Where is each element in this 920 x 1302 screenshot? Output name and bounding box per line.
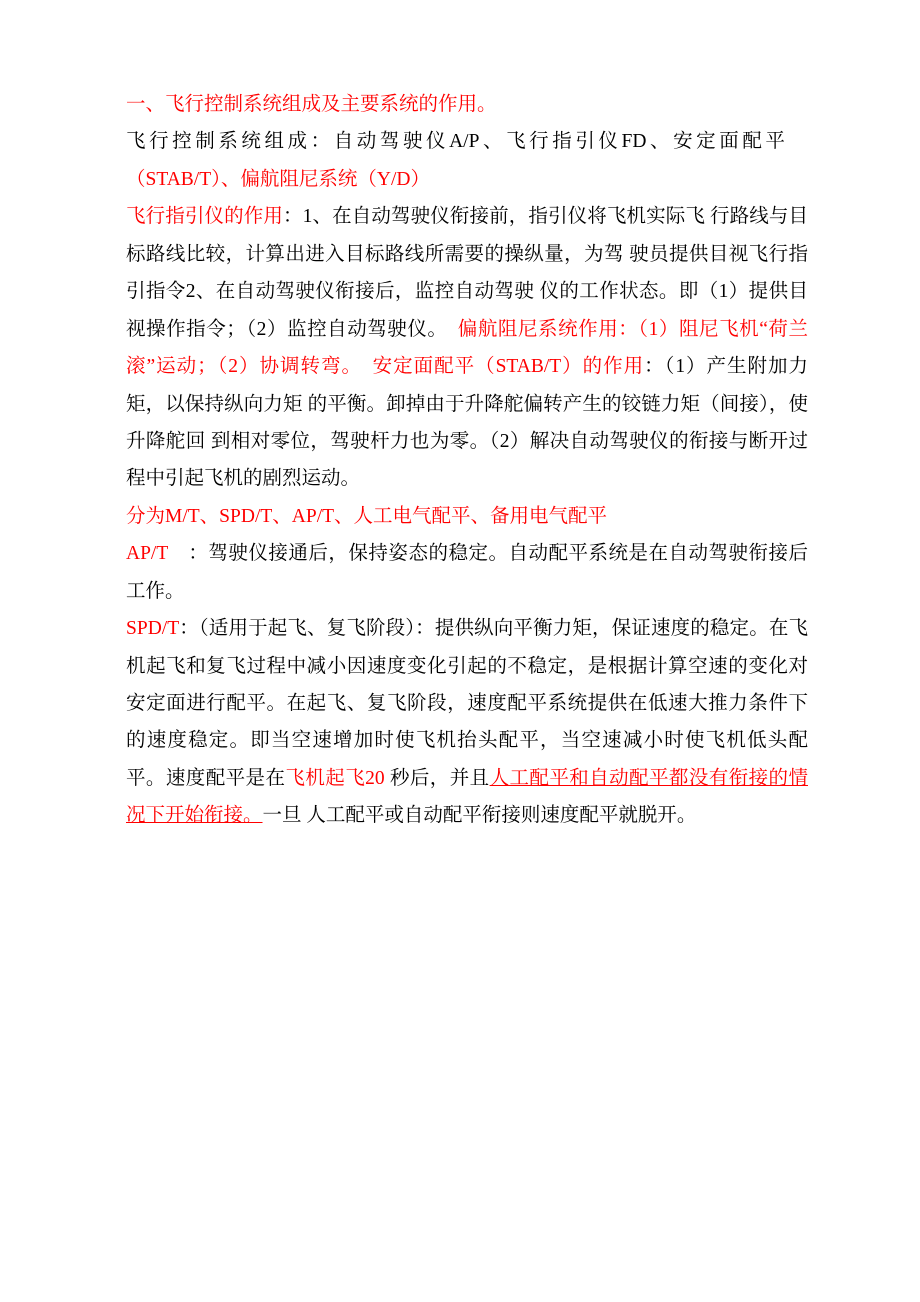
p-spdt-run-1: ：（适用于起飞、复飞阶段）：提供纵向平衡力矩，保证速度的稳定。在飞机起飞和复飞过程中减小因速度变化引起的不稳定，是根据计算空速的变化对安定面进行配平。在起飞、复飞阶段，速度配平系统提供在低速大推力条件下的速度稳定。即当空速增加时使飞机抬头配平，当空速减小时使飞机低头配平。速度配平是在 bbox=[126, 618, 808, 789]
p-fd bbox=[126, 198, 808, 498]
p-spdt-run-2: 飞机起飞20 bbox=[285, 767, 385, 789]
p-apt bbox=[126, 535, 808, 610]
p-apt-run-1: ：驾驶仪接通后，保持姿态的稳定。自动配平系统是在自动驾驶衔接后工作。 bbox=[126, 543, 808, 602]
p-composition bbox=[126, 123, 808, 198]
p-fd-run-3: ：（1）产生附加力矩，以保持纵向力矩 的平衡。卸掉由于升降舵偏转产生的铰链力矩（间接），使升降舵回 到相对零位，驾驶杆力也为零。（2）解决自动驾驶仪的衔接与断开过 程中引起飞机的剧烈运动。 bbox=[126, 356, 808, 490]
p-spdt bbox=[126, 610, 808, 835]
p-spdt-run-3: 秒后，并且 bbox=[384, 767, 490, 789]
p-fd-run-2: 偏航阻尼系统作用：（1）阻尼飞机“荷兰滚”运动；（2）协调转弯。 安定面配平（STAB/T）的作用 bbox=[126, 318, 808, 378]
p-composition-run-0: 飞行控制系统组成：自动驾驶仪A/P、飞行指引仪FD、安定面配平 bbox=[126, 131, 789, 153]
p-spdt-run-5: 一旦 人工配平或自动配平衔接则速度配平就脱开。 bbox=[262, 805, 697, 827]
p-spdt-run-4: 人工配平和自动配平都没有衔接的情况下开始衔接。 bbox=[126, 767, 808, 827]
p-spdt-run-0: SPD/T bbox=[126, 618, 180, 640]
p-apt-run-0: AP/T bbox=[126, 543, 168, 565]
heading-1 bbox=[126, 86, 808, 123]
p-types-run-0: 分为M/T、SPD/T、AP/T、人工电气配平、备用电气配平 bbox=[126, 505, 608, 527]
document-body bbox=[126, 86, 808, 835]
p-composition-run-1: （STAB/T）、偏航阻尼系统（Y/D） bbox=[126, 131, 808, 190]
p-fd-run-1: ：1、在自动驾驶仪衔接前，指引仪将飞机实际飞 行路线与目标路线比较，计算出进入目标路线所需要的操纵量，为驾 驶员提供目视飞行指引指令2、在自动驾驶仪衔接后，监控自动驾驶 仪的工作状态。即（1）提供目视操作指令；（2）监控自动驾驶仪。 bbox=[126, 206, 808, 340]
p-fd-run-0: 飞行指引仪的作用 bbox=[126, 206, 283, 228]
heading-1-run-0: 一、飞行控制系统组成及主要系统的作用。 bbox=[126, 94, 497, 115]
p-types bbox=[126, 498, 808, 535]
